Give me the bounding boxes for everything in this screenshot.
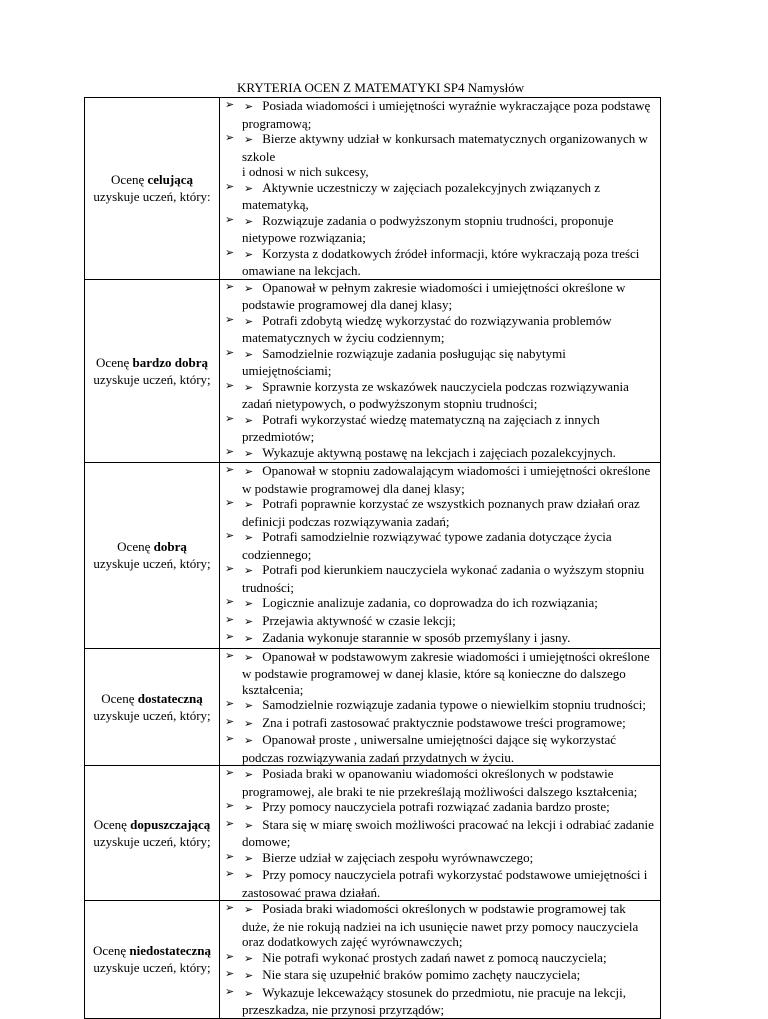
grade-row (85, 766, 661, 901)
criterion-text: Stara się w miarę swoich możliwości pracować na lekcji i odrabiać zadanie domowe; (242, 816, 654, 849)
grade-suffix: uzyskuje uczeń, który: (93, 189, 211, 205)
criterion-text: Samodzielnie rozwiązuje zadania typowe o niewielkim stopniu trudności; (262, 697, 646, 712)
grade-name: bardzo dobrą (132, 354, 208, 370)
arrow-bullet-icon: ➢ (244, 134, 254, 146)
list-item (220, 496, 660, 529)
list-item (220, 697, 660, 715)
arrow-bullet-icon: ➢ (244, 348, 254, 361)
grade-prefix: Ocenę (101, 690, 138, 706)
list-item (220, 799, 660, 817)
grade-row (85, 463, 661, 649)
list-item (220, 412, 660, 445)
arrow-bullet-icon: ➢ (225, 817, 235, 830)
list-item (220, 445, 660, 463)
criterion-text: Logicznie analizuje zadania, co doprowadza do ich rozwiązania; (262, 595, 598, 610)
criterion-text: Opanował w podstawowym zakresie wiadomości i umiejętności określone w podstawie programowej w danej klasie, które są konieczne do dalszego kształcenia; (242, 648, 650, 697)
arrow-bullet-icon: ➢ (225, 346, 235, 359)
arrow-bullet-icon: ➢ (225, 968, 235, 980)
criteria-list (220, 98, 660, 279)
criteria-list (220, 463, 660, 648)
arrow-bullet-icon: ➢ (244, 315, 254, 328)
arrow-bullet-icon: ➢ (244, 499, 254, 511)
grade-row (85, 279, 661, 463)
arrow-bullet-icon: ➢ (225, 530, 235, 542)
list-item (220, 213, 660, 246)
arrow-bullet-icon: ➢ (225, 902, 235, 914)
criterion-text: Bierze udział w zajęciach zespołu wyrównawczego; (262, 849, 534, 865)
grade-heading (85, 690, 219, 707)
criterion-text: Potrafi pod kierunkiem nauczyciela wykonać zadania o wyższym stopniu trudności; (242, 562, 645, 595)
criterion-text: Opanował w stopniu zadowalającym wiadomości i umiejętności określone w podstawie programowej dla danej klasy; (242, 463, 651, 496)
criterion-text: Wykazuje lekceważący stosunek do przedmiotu, nie pracuje na lekcji, przeszkadza, nie przynosi przyrządów; (242, 984, 627, 1017)
grade-name: dobrą (153, 539, 187, 555)
grade-heading (85, 816, 219, 833)
criterion-text: Nie stara się uzupełnić braków pomimo zachęty nauczyciela; (262, 967, 581, 982)
arrow-bullet-icon: ➢ (225, 246, 235, 259)
criteria-list (220, 280, 660, 463)
list-item (220, 98, 660, 131)
arrow-bullet-icon: ➢ (225, 445, 235, 458)
criterion-text: Potrafi poprawnie korzystać ze wszystkich poznanych praw działań oraz definicji podczas rozwiązywania zadań; (242, 496, 640, 529)
grade-suffix: uzyskuje uczeń, który; (93, 707, 211, 723)
arrow-bullet-icon: ➢ (225, 715, 235, 728)
arrow-bullet-icon: ➢ (225, 850, 235, 863)
grade-prefix: Ocenę (111, 172, 148, 188)
criterion-text: Opanował proste , uniwersalne umiejętności dające się wykorzystać podczas rozwiązywania zadań przydatnych w życiu. (242, 732, 616, 765)
list-item (220, 379, 660, 412)
criterion-text: Przy pomocy nauczyciela potrafi wykorzystać podstawowe umiejętności i zastosować prawa działań. (242, 867, 648, 900)
criterion-text: Samodzielnie rozwiązuje zadania posługując się nabytymi umiejętnościami; (242, 345, 566, 378)
criterion-text: Zna i potrafi zastosować praktycznie podstawowe treści programowe; (262, 714, 626, 730)
grade-suffix: uzyskuje uczeń, który; (93, 371, 211, 387)
criterion-text: Aktywnie uczestniczy w zajęciach pozalekcyjnych związanych z matematyką, (242, 179, 601, 212)
arrow-bullet-icon: ➢ (244, 717, 254, 730)
arrow-bullet-icon: ➢ (244, 852, 254, 865)
grade-suffix: uzyskuje uczeń, który; (93, 834, 211, 849)
arrow-bullet-icon: ➢ (225, 733, 235, 745)
criterion-text: Potrafi zdobytą wiedzę wykorzystać do rozwiązywania problemów matematycznych w życiu codziennym; (242, 312, 612, 345)
list-item (220, 766, 660, 799)
arrow-bullet-icon: ➢ (225, 950, 235, 963)
arrow-bullet-icon: ➢ (225, 767, 235, 779)
arrow-bullet-icon: ➢ (244, 466, 254, 478)
criteria-list-cell (220, 766, 661, 901)
criteria-table (84, 97, 661, 1019)
arrow-bullet-icon: ➢ (225, 563, 235, 575)
criteria-list-cell (220, 98, 661, 280)
grade-heading (85, 171, 219, 188)
grade-suffix: uzyskuje uczeń, który; (93, 960, 211, 976)
arrow-bullet-icon: ➢ (244, 633, 254, 645)
arrow-bullet-icon: ➢ (244, 819, 254, 832)
arrow-bullet-icon: ➢ (225, 497, 235, 509)
grade-label-cell (85, 463, 220, 649)
arrow-bullet-icon: ➢ (244, 987, 254, 1000)
arrow-bullet-icon: ➢ (244, 651, 254, 664)
arrow-bullet-icon: ➢ (244, 598, 254, 610)
list-item (220, 562, 660, 595)
grade-name: celującą (147, 172, 193, 188)
criteria-list-cell (220, 648, 661, 766)
grade-prefix: Ocenę (96, 354, 133, 370)
arrow-bullet-icon: ➢ (244, 282, 254, 295)
grade-label-cell (85, 901, 220, 1019)
list-item (220, 732, 660, 765)
arrow-bullet-icon: ➢ (244, 532, 254, 544)
arrow-bullet-icon: ➢ (225, 412, 235, 425)
arrow-bullet-icon: ➢ (244, 802, 254, 814)
arrow-bullet-icon: ➢ (244, 182, 254, 195)
arrow-bullet-icon: ➢ (244, 952, 254, 965)
arrow-bullet-icon: ➢ (244, 101, 254, 113)
list-item (220, 246, 660, 279)
list-item (220, 817, 660, 850)
grade-row (85, 98, 661, 280)
arrow-bullet-icon: ➢ (225, 313, 235, 326)
arrow-bullet-icon: ➢ (244, 904, 254, 916)
arrow-bullet-icon: ➢ (225, 280, 235, 293)
list-item (220, 613, 660, 631)
list-item (220, 529, 660, 562)
criterion-text: Korzysta z dodatkowych źródeł informacji, które wykraczają poza treści omawiane na lekcjach. (242, 245, 640, 278)
grade-name: niedostateczną (129, 943, 212, 959)
arrow-bullet-icon: ➢ (225, 596, 235, 608)
arrow-bullet-icon: ➢ (225, 132, 235, 144)
document-title: KRYTERIA OCEN Z MATEMATYKI SP4 Namysłów (237, 80, 525, 95)
criterion-text: Przejawia aktywność w czasie lekcji; (262, 612, 456, 628)
arrow-bullet-icon: ➢ (225, 464, 235, 476)
arrow-bullet-icon: ➢ (225, 379, 235, 392)
criteria-list-cell (220, 901, 661, 1019)
criteria-list (220, 649, 660, 766)
arrow-bullet-icon: ➢ (244, 615, 254, 628)
list-item (220, 280, 660, 313)
grade-prefix: Ocenę (117, 539, 154, 555)
criterion-text: Zadania wykonuje starannie w sposób przemyślany i jasny. (262, 630, 571, 645)
list-item (220, 595, 660, 613)
criterion-text: Sprawnie korzysta ze wskazówek nauczyciela podczas rozwiązywania zadań nietypowych, o podwyższonym stopniu trudności; (242, 378, 629, 411)
arrow-bullet-icon: ➢ (244, 381, 254, 394)
criterion-text: Potrafi wykorzystać wiedzę matematyczną na zajęciach z innych przedmiotów; (242, 411, 600, 444)
grade-heading (85, 538, 219, 555)
criterion-text: Potrafi samodzielnie rozwiązywać typowe zadania dotyczące życia codziennego; (242, 529, 612, 562)
list-item (220, 630, 660, 648)
grade-heading (85, 354, 219, 371)
list-item (220, 985, 660, 1018)
arrow-bullet-icon: ➢ (225, 868, 235, 880)
criterion-text: Opanował w pełnym zakresie wiadomości i umiejętności określone w podstawie programowej dla danej klasy; (242, 279, 626, 312)
grade-prefix: Ocenę (93, 817, 131, 832)
list-item (220, 850, 660, 868)
arrow-bullet-icon: ➢ (225, 213, 235, 226)
criteria-list (220, 901, 660, 1018)
grade-name: dostateczną (137, 690, 203, 706)
arrow-bullet-icon: ➢ (225, 99, 235, 111)
grade-label-cell (85, 279, 220, 463)
list-item (220, 180, 660, 213)
arrow-bullet-icon: ➢ (244, 447, 254, 460)
criteria-list-cell (220, 463, 661, 649)
arrow-bullet-icon: ➢ (225, 613, 235, 626)
arrow-bullet-icon: ➢ (244, 565, 254, 577)
grade-label-cell (85, 766, 220, 901)
criterion-text: Wykazuje aktywną postawę na lekcjach i zajęciach pozalekcyjnych. (262, 444, 616, 460)
list-item (220, 649, 660, 698)
grade-label-cell (85, 98, 220, 280)
arrow-bullet-icon: ➢ (244, 870, 254, 882)
list-item (220, 967, 660, 985)
grade-name: dopuszczającą (130, 817, 211, 832)
criterion-text: Posiada braki wiadomości określonych w podstawie programowej tak duże, że nie rokują nadziei na ich usunięcie nawet przy pomocy nauczyciela oraz dodatkowych zajęć wyrównawczych; (242, 901, 639, 949)
arrow-bullet-icon: ➢ (225, 180, 235, 193)
arrow-bullet-icon: ➢ (244, 970, 254, 982)
arrow-bullet-icon: ➢ (244, 414, 254, 427)
criterion-text: Nie potrafi wykonać prostych zadań nawet z pomocą nauczyciela; (262, 949, 607, 965)
criteria-list-cell (220, 279, 661, 463)
list-item (220, 313, 660, 346)
arrow-bullet-icon: ➢ (225, 800, 235, 812)
criterion-text: Rozwiązuje zadania o podwyższonym stopniu trudności, proponuje nietypowe rozwiązania; (242, 212, 614, 245)
grade-suffix: uzyskuje uczeń, który; (93, 556, 211, 572)
arrow-bullet-icon: ➢ (225, 631, 235, 643)
grade-row (85, 901, 661, 1019)
list-item (220, 131, 660, 180)
grade-label-cell (85, 648, 220, 766)
grade-row (85, 648, 661, 766)
arrow-bullet-icon: ➢ (225, 649, 235, 662)
list-item (220, 346, 660, 379)
list-item (220, 901, 660, 950)
grade-heading (85, 942, 219, 959)
grade-prefix: Ocenę (92, 943, 130, 959)
criteria-list (220, 766, 660, 900)
arrow-bullet-icon: ➢ (244, 700, 254, 712)
arrow-bullet-icon: ➢ (225, 698, 235, 710)
list-item (220, 867, 660, 900)
criterion-text: Bierze aktywny udział w konkursach matematycznych organizowanych w szkole i odnosi w nich sukcesy, (242, 131, 648, 179)
criterion-text: Posiada braki w opanowaniu wiadomości określonych w podstawie programowej, ale braki te nie przekreślają możliwości dalszego kształcenia; (242, 766, 638, 799)
criterion-text: Przy pomocy nauczyciela potrafi rozwiązać zadania bardzo proste; (262, 799, 610, 814)
arrow-bullet-icon: ➢ (225, 985, 235, 998)
arrow-bullet-icon: ➢ (244, 215, 254, 228)
list-item (220, 463, 660, 496)
list-item (220, 950, 660, 968)
arrow-bullet-icon: ➢ (244, 735, 254, 747)
arrow-bullet-icon: ➢ (244, 248, 254, 261)
list-item (220, 715, 660, 733)
arrow-bullet-icon: ➢ (244, 769, 254, 781)
criterion-text: Posiada wiadomości i umiejętności wyraźnie wykraczające poza podstawę programową; (242, 98, 651, 131)
